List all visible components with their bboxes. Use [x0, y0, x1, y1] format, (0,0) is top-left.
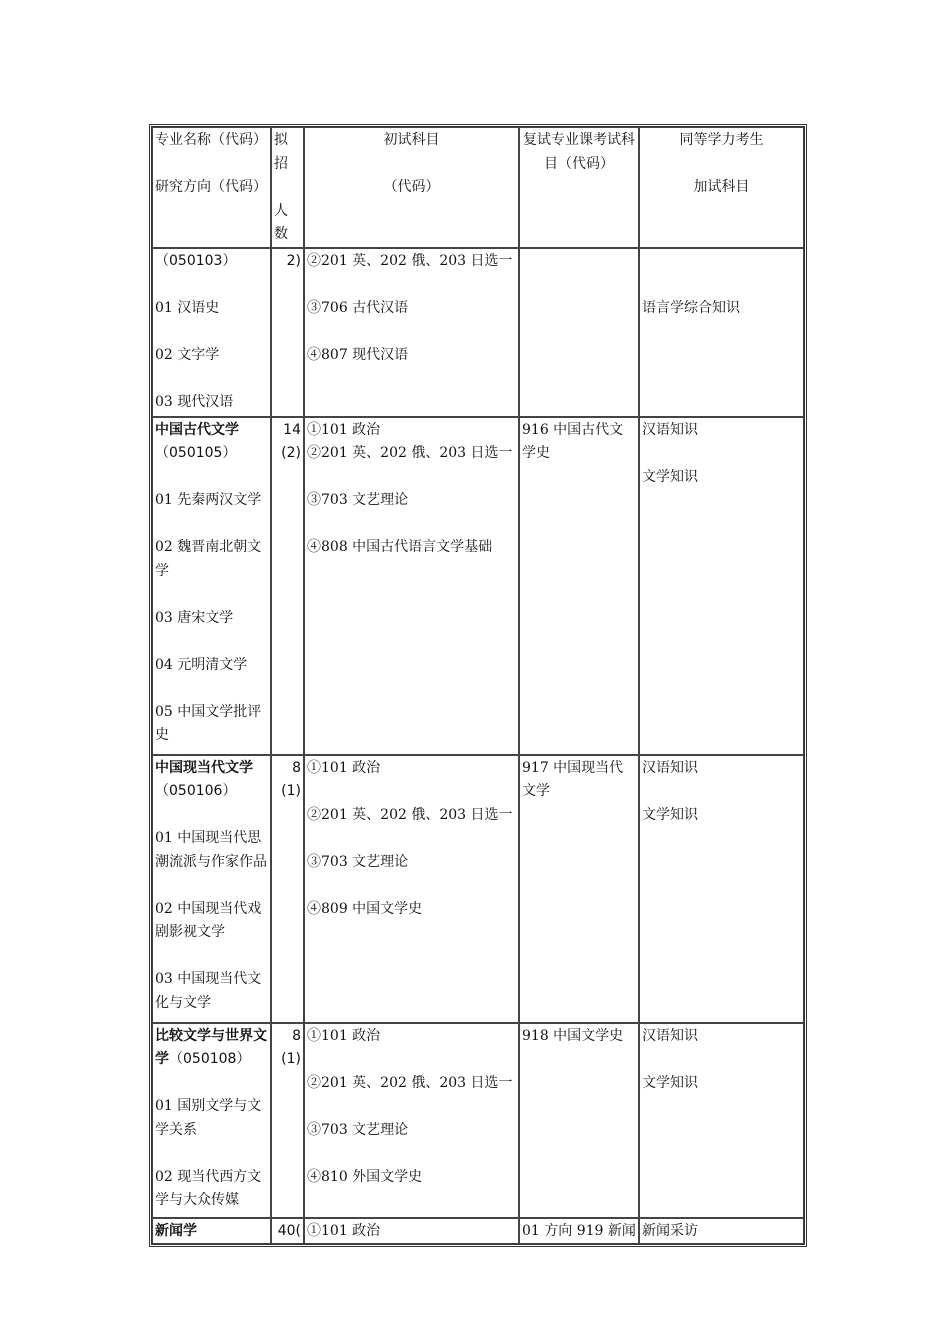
subjects-cell: ①101 政治 ②201 英、202 俄、203 日选一 ③703 文艺理论 ④808 中国古代语言文学基础 — [304, 417, 519, 755]
extra-cell: 汉语知识 文学知识 — [639, 1023, 804, 1218]
count-cell: 8(1) — [271, 755, 304, 1023]
subjects-cell: ②201 英、202 俄、203 日选一 ③706 古代汉语 ④807 现代汉语 — [304, 248, 519, 417]
major-cell: 比较文学与世界文学（050108） 01 国别文学与文学关系 02 现当代西方文学与大众传媒 — [152, 1023, 271, 1218]
header-enrollment-count: 拟招 人数 — [271, 127, 304, 248]
extra-cell: 汉语知识 文学知识 — [639, 755, 804, 1023]
major-cell: 中国现当代文学 （050106） 01 中国现当代思潮流派与作家作品 02 中国现当代戏剧影视文学 03 中国现当代文化与文学 — [152, 755, 271, 1023]
retest-cell: 01 方向 919 新闻 — [519, 1218, 639, 1245]
count-cell: 40( — [271, 1218, 304, 1245]
major-cell: （050103） 01 汉语史 02 文字学 03 现代汉语 — [152, 248, 271, 417]
subjects-cell: ①101 政治 ②201 英、202 俄、203 日选一 ③703 文艺理论 ④809 中国文学史 — [304, 755, 519, 1023]
extra-cell: 汉语知识 文学知识 — [639, 417, 804, 755]
retest-cell: 918 中国文学史 — [519, 1023, 639, 1218]
table-row — [152, 1023, 804, 1218]
header-major-name: 专业名称（代码） 研究方向（代码） — [152, 127, 271, 248]
header-retest-subject: 复试专业课考试科目（代码） — [519, 127, 639, 248]
count-cell: 2) — [271, 248, 304, 417]
table-header-row — [152, 127, 804, 248]
table-row — [152, 1218, 804, 1245]
enrollment-table — [149, 124, 807, 1247]
header-initial-exam: 初试科目 （代码） — [304, 127, 519, 248]
major-cell: 中国古代文学 （050105） 01 先秦两汉文学 02 魏晋南北朝文学 03 唐宋文学 04 元明清文学 05 中国文学批评史 — [152, 417, 271, 755]
table-row — [152, 417, 804, 755]
retest-cell: 916 中国古代文学史 — [519, 417, 639, 755]
retest-cell: 917 中国现当代文学 — [519, 755, 639, 1023]
subjects-cell: ①101 政治 — [304, 1218, 519, 1245]
count-cell: 14(2) — [271, 417, 304, 755]
extra-cell: 语言学综合知识 — [639, 248, 804, 417]
extra-cell: 新闻采访 — [639, 1218, 804, 1245]
subjects-cell: ①101 政治 ②201 英、202 俄、203 日选一 ③703 文艺理论 ④810 外国文学史 — [304, 1023, 519, 1218]
table-row — [152, 755, 804, 1023]
major-cell: 新闻学 — [152, 1218, 271, 1245]
header-extra-exam: 同等学力考生 加试科目 — [639, 127, 804, 248]
count-cell: 8(1) — [271, 1023, 304, 1218]
retest-cell — [519, 248, 639, 417]
table-row — [152, 248, 804, 417]
